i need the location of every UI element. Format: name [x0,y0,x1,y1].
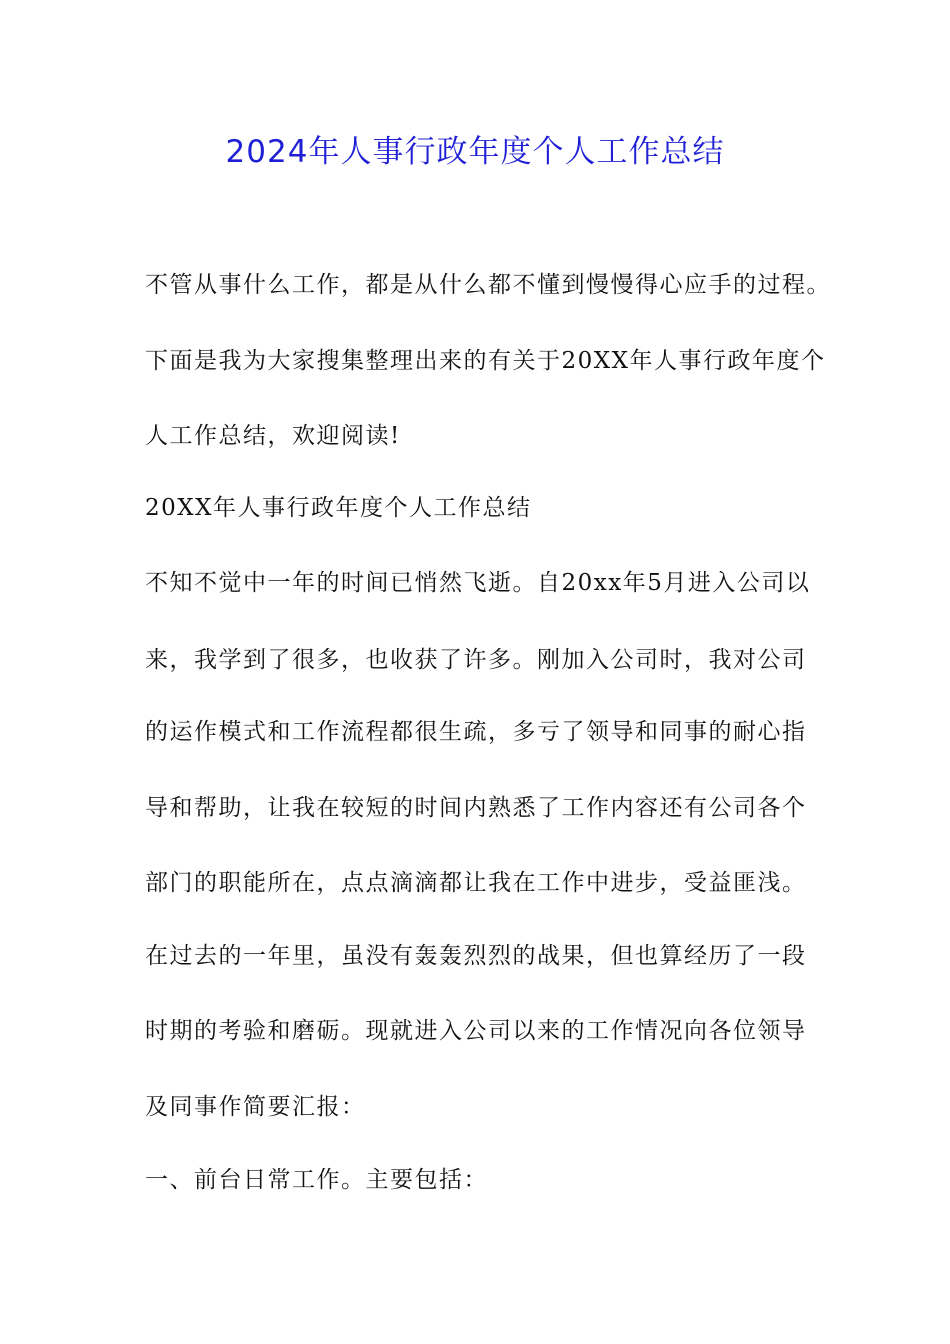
paragraph-line: 下面是我为大家搜集整理出来的有关于20XX年人事行政年度个 [145,348,826,374]
paragraph-line: 人工作总结，欢迎阅读! [145,423,401,449]
paragraph-line: 及同事作简要汇报： [145,1094,366,1120]
paragraph-line: 部门的职能所在，点点滴滴都让我在工作中进步，受益匪浅。 [145,870,807,896]
paragraph-line: 不管从事什么工作，都是从什么都不懂到慢慢得心应手的过程。 [145,272,831,298]
section-heading: 20XX年人事行政年度个人工作总结 [145,495,532,521]
paragraph-line: 不知不觉中一年的时间已悄然飞逝。自20xx年5月进入公司以 [145,570,811,596]
paragraph-line: 在过去的一年里，虽没有轰轰烈烈的战果，但也算经历了一段 [145,943,807,969]
paragraph-line: 导和帮助，让我在较短的时间内熟悉了工作内容还有公司各个 [145,795,807,821]
paragraph-line: 来，我学到了很多，也收获了许多。刚加入公司时，我对公司 [145,647,807,673]
document-title: 2024年人事行政年度个人工作总结 [225,134,725,170]
paragraph-line: 一、前台日常工作。主要包括： [145,1167,488,1193]
paragraph-line: 的运作模式和工作流程都很生疏，多亏了领导和同事的耐心指 [145,719,807,745]
paragraph-line: 时期的考验和磨砺。现就进入公司以来的工作情况向各位领导 [145,1018,807,1044]
